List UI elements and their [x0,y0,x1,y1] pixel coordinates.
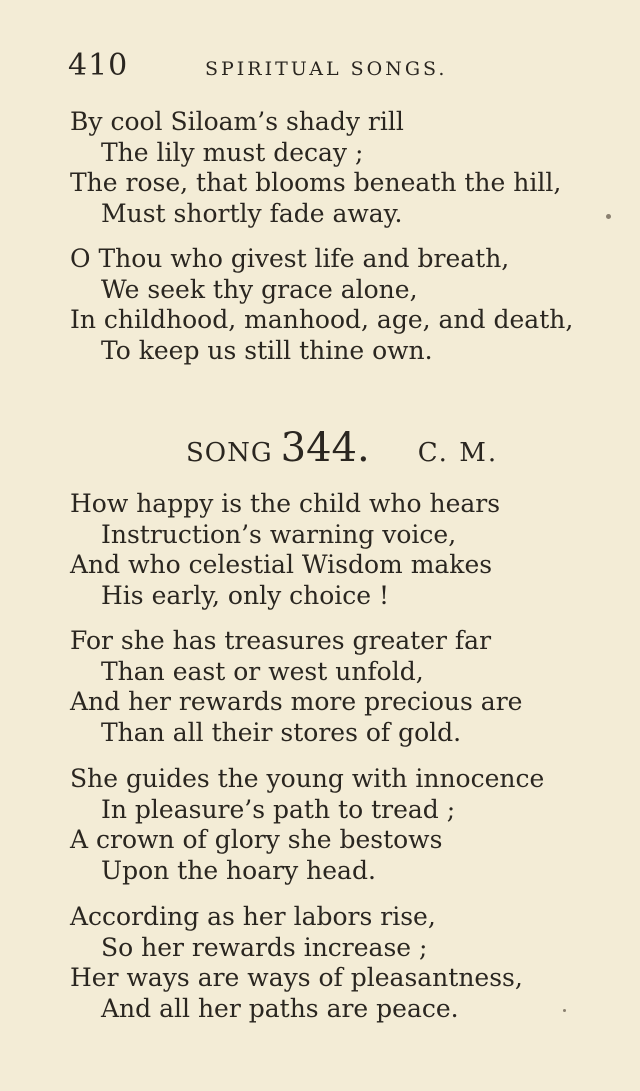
verse-line: In pleasure’s path to tread ; [101,794,456,824]
song-meter: C. M. [417,438,499,468]
verse-line: And who celestial Wisdom makes [70,550,493,579]
verse-line: Her ways are ways of pleasantness, [70,963,523,992]
verse-line: According as her labors rise, [70,902,436,931]
verse-line: And her rewards more precious are [70,687,523,716]
verse-line: Than east or west unfold, [101,656,424,686]
stanza [70,244,630,366]
page-header [68,48,608,88]
verse-line: Than all their stores of gold. [101,717,462,747]
stanza [70,902,630,1024]
verse-line: To keep us still thine own. [101,335,433,365]
verse-line: His early, only choice ! [101,580,390,610]
song-heading [186,425,606,475]
verse-line: By cool Siloam’s shady rill [70,107,404,136]
running-title: SPIRITUAL SONGS. [205,58,448,80]
verse-line: The rose, that blooms beneath the hill, [70,168,562,197]
ink-speck [563,1009,566,1012]
stanza [70,107,630,229]
verse-line: So her rewards increase ; [101,932,428,962]
song-number: 344. [280,425,370,471]
verse-line: We seek thy grace alone, [101,274,418,304]
ink-speck [606,214,611,219]
verse-line: A crown of glory she bestows [70,825,443,854]
verse-line: The lily must decay ; [101,137,364,167]
stanza [70,489,630,611]
page-number: 410 [68,48,129,83]
verse-line: In childhood, manhood, age, and death, [70,305,574,334]
song-label: SONG [186,438,273,468]
stanza [70,626,630,748]
verse-line: Instruction’s warning voice, [101,519,457,549]
verse-line: She guides the young with innocence [70,764,545,793]
verse-line: How happy is the child who hears [70,489,501,518]
verse-line: Must shortly fade away. [101,198,403,228]
verse-line: Upon the hoary head. [101,855,376,885]
verse-line: For she has treasures greater far [70,626,492,655]
verse-line: O Thou who givest life and breath, [70,244,510,273]
verse-line: And all her paths are peace. [101,993,459,1023]
stanza [70,764,630,886]
